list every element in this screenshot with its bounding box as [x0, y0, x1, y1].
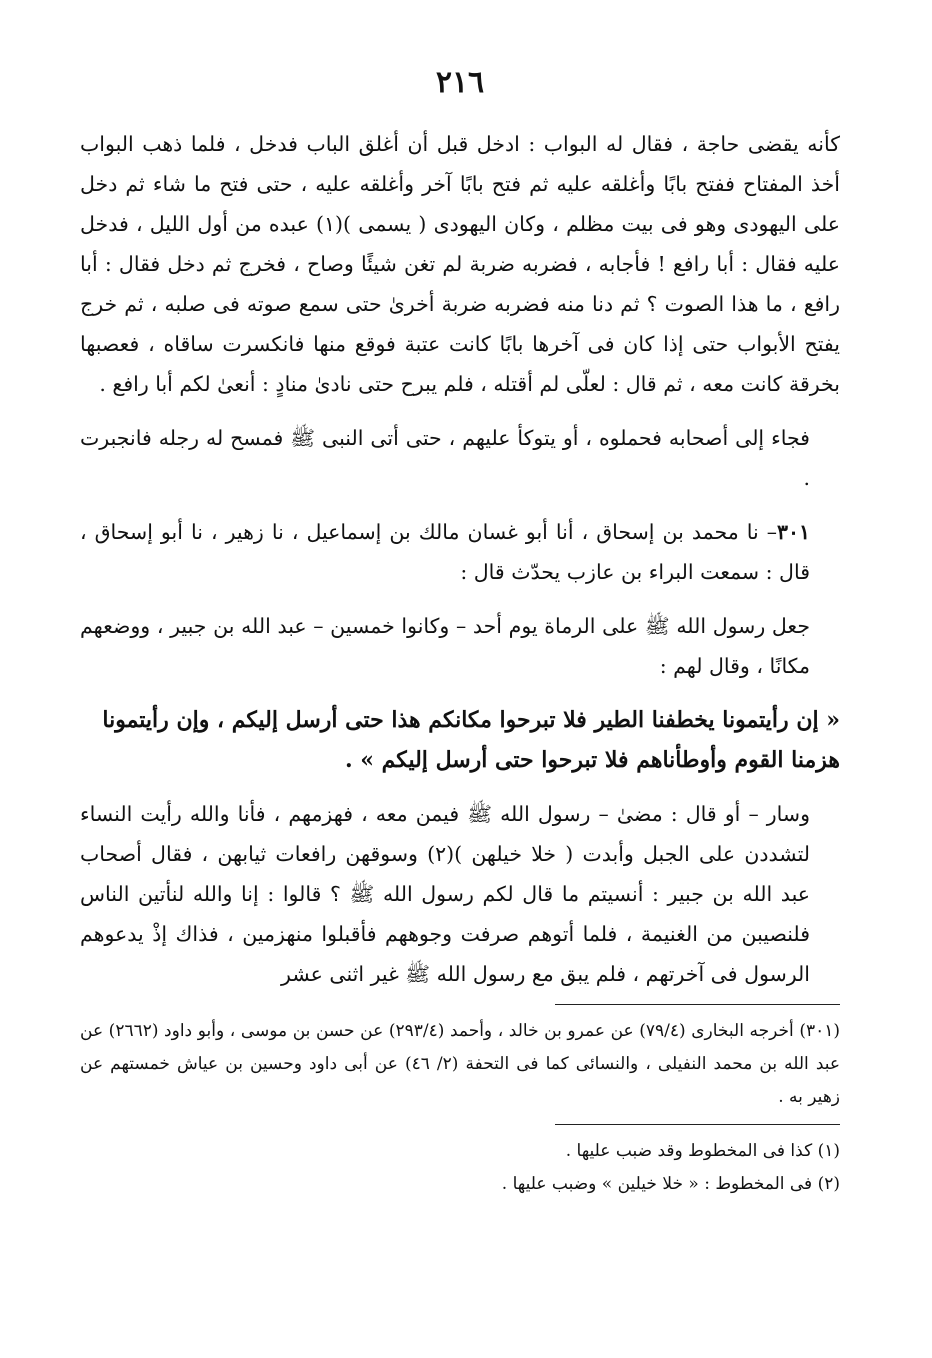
divider	[555, 1004, 840, 1005]
paragraph-4: جعل رسول الله ﷺ على الرماة يوم أحد – وكانوا خمسين – عبد الله بن جبير ، ووضعهم مكانًا ، وقال لهم :	[80, 614, 810, 678]
divider	[555, 1124, 840, 1125]
paragraph-2: فجاء إلى أصحابه فحملوه ، أو يتوكأ عليهم ، حتى أتى النبى ﷺ فمسح له رجله فانجبرت .	[80, 426, 810, 490]
paragraph-6: وسار – أو قال : مضىٰ – رسول الله ﷺ فيمن معه ، فهزمهم ، فأنا والله رأيت النساء لتشددن على الجبل وأبدت ( خلا خيلهن )(٢) وسوقهن رافعات ثيابهن ، فقال أصحاب عبد الله بن جبير : أنسيتم ما قال لكم رسول الله ﷺ ؟ قالوا : إنا والله لنأتين الناس فلنصيبن من الغنيمة ، فلما أتوهم صرفت وجوههم فأقبلوا منهزمين ، فذاك إذْ يدعوهم الرسول فى آخرتهم ، فلم يبق مع رسول الله ﷺ غير اثنى عشر	[80, 802, 810, 986]
footnote-2: (٢) فى المخطوط : « خلا خيلين » وضبب عليها .	[501, 1174, 840, 1194]
page-number: ٢١٦	[435, 65, 485, 100]
takhrij-note: (٣٠١) أخرجه البخارى (٧٩/٤) عن عمرو بن خالد ، وأحمد (٢٩٣/٤) عن حسن بن موسى ، وأبو داود (٢٦٦٢) عن عبد الله بن محمد النفيلى ، والنسائى كما فى التحفة (٢/ ٤٦) عن أبى داود وحسين بن عياش خمستهم عن زهير به .	[80, 1021, 841, 1107]
document-page	[80, 60, 840, 1201]
prophet-quote: « إن رأيتمونا يخطفنا الطير فلا تبرحوا مكانكم هذا حتى أرسل إليكم ، وإن رأيتمونا هزمنا القوم وأوطأناهم فلا تبرحوا حتى أرسل إليكم » .	[102, 707, 840, 773]
hadith-header	[80, 512, 840, 592]
footnote-1: (١) كذا فى المخطوط وقد ضبب عليها .	[565, 1141, 840, 1161]
hadith-isnad: – نا محمد بن إسحاق ، أنا أبو غسان مالك بن إسماعيل ، نا زهير ، نا أبو إسحاق ، قال : سمعت البراء بن عازب يحدّث قال :	[80, 520, 810, 584]
hadith-number: ٣٠١	[776, 520, 810, 544]
paragraph-1: كأنه يقضى حاجة ، فقال له البواب : ادخل قبل أن أغلق الباب فدخل ، فلما ذهب البواب أخذ المفتاح ففتح بابًا وأغلقه عليه ثم فتح بابًا آخر وأغلقه عليه ، حتى فتح ما شاء ثم دخل على اليهودى وهو فى بيت مظلم ، وكان اليهودى ( يسمى )(١) عبده من أول الليل ، فدخل عليه فقال : أبا رافع ! فأجابه ، فضربه ضربة لم تغن شيئًا وصاح ، فخرج ثم دخل فقال : أبا رافع ، ما هذا الصوت ؟ ثم دنا منه فضربه ضربة أخرىٰ حتى سمع صوته فى صلبه ، ثم خرج يفتح الأبواب حتى إذا كان فى آخرها بابًا كانت عتبة فوقع منها فانكسرت ساقاه ، فعصبها بخرقة كانت معه ، ثم قال : لعلّى لم أقتله ، فلم يبرح حتى نادىٰ منادٍ : أنعىٰ لكم أبا رافع .	[80, 132, 841, 396]
